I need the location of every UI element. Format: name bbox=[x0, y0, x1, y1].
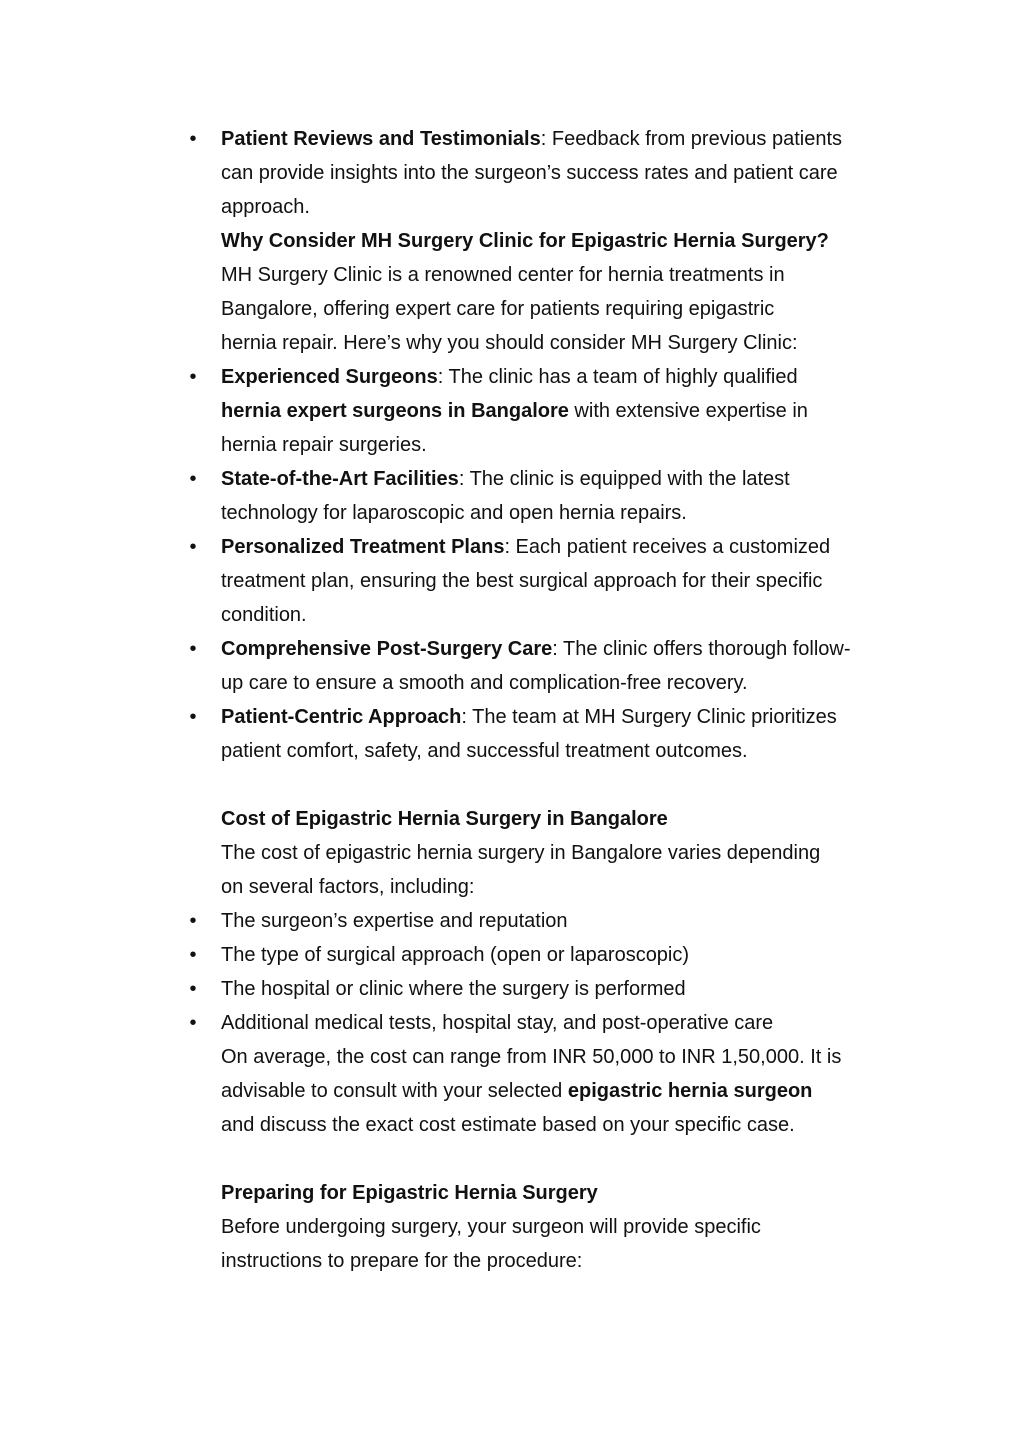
list-item-term: Comprehensive Post-Surgery Care bbox=[221, 638, 553, 660]
list-item bbox=[189, 122, 901, 156]
paragraph-text: advisable to consult with your selected bbox=[221, 1080, 568, 1102]
list-item-text: : The clinic offers thorough follow- bbox=[552, 638, 851, 660]
list-item bbox=[189, 938, 901, 972]
paragraph-line: Bangalore, offering expert care for patients requiring epigastric bbox=[221, 298, 775, 320]
list-item-term: Experienced Surgeons bbox=[221, 366, 438, 388]
list-item-text: : The team at MH Surgery Clinic prioritizes bbox=[461, 706, 837, 728]
list-item-text: : Each patient receives a customized bbox=[504, 536, 831, 558]
section-heading-text: Cost of Epigastric Hernia Surgery in Bangalore bbox=[221, 808, 668, 830]
list-item-continuation: treatment plan, ensuring the best surgical approach for their specific bbox=[221, 570, 823, 592]
paragraph-spacer bbox=[221, 768, 901, 802]
list-item-text: The type of surgical approach (open or laparoscopic) bbox=[221, 944, 690, 966]
list-item-term: State-of-the-Art Facilities bbox=[221, 468, 459, 490]
list-item-term: Patient-Centric Approach bbox=[221, 706, 462, 728]
list-item bbox=[189, 972, 901, 1006]
bullet-marker: • bbox=[189, 128, 197, 150]
section-heading bbox=[221, 1176, 901, 1210]
bullet-marker: • bbox=[189, 944, 197, 966]
bullet-marker: • bbox=[189, 638, 197, 660]
list-item bbox=[189, 360, 901, 394]
list-item-text: with extensive expertise in bbox=[568, 400, 808, 422]
list-item-continuation: patient comfort, safety, and successful treatment outcomes. bbox=[221, 740, 748, 762]
bullet-marker: • bbox=[189, 706, 197, 728]
list-item bbox=[189, 530, 901, 564]
document-body bbox=[189, 122, 901, 1278]
bullet-marker: • bbox=[189, 536, 197, 558]
list-item-continuation: approach. bbox=[221, 196, 310, 218]
paragraph-line: Before undergoing surgery, your surgeon will provide specific bbox=[221, 1216, 761, 1238]
list-item-continuation: condition. bbox=[221, 604, 307, 626]
list-item-text: : Feedback from previous patients bbox=[540, 128, 842, 150]
list-item-continuation bbox=[221, 394, 901, 428]
paragraph-line: On average, the cost can range from INR 50,000 to INR 1,50,000. It is bbox=[221, 1046, 842, 1068]
bullet-marker: • bbox=[189, 366, 197, 388]
list-item-text: The surgeon’s expertise and reputation bbox=[221, 910, 568, 932]
inline-bold-text: hernia expert surgeons in Bangalore bbox=[221, 400, 569, 422]
bullet-marker: • bbox=[189, 468, 197, 490]
list-item-term: Patient Reviews and Testimonials bbox=[221, 128, 541, 150]
list-item bbox=[189, 700, 901, 734]
list-item bbox=[189, 632, 901, 666]
list-item bbox=[189, 1006, 901, 1040]
bullet-marker: • bbox=[189, 910, 197, 932]
list-item-continuation: technology for laparoscopic and open hernia repairs. bbox=[221, 502, 687, 524]
bullet-marker: • bbox=[189, 1012, 197, 1034]
paragraph-line bbox=[221, 1074, 901, 1108]
list-item-text: : The clinic is equipped with the latest bbox=[458, 468, 790, 490]
list-item bbox=[189, 462, 901, 496]
list-item bbox=[189, 904, 901, 938]
paragraph-line: instructions to prepare for the procedure: bbox=[221, 1250, 583, 1272]
list-item-text: : The clinic has a team of highly qualified bbox=[437, 366, 798, 388]
paragraph-line: hernia repair. Here’s why you should consider MH Surgery Clinic: bbox=[221, 332, 798, 354]
list-item-continuation: can provide insights into the surgeon’s success rates and patient care bbox=[221, 162, 838, 184]
paragraph-line: The cost of epigastric hernia surgery in Bangalore varies depending bbox=[221, 842, 821, 864]
list-item-continuation: hernia repair surgeries. bbox=[221, 434, 427, 456]
inline-bold-text: epigastric hernia surgeon bbox=[567, 1080, 813, 1102]
paragraph-line: and discuss the exact cost estimate based on your specific case. bbox=[221, 1114, 795, 1136]
section-heading-text: Preparing for Epigastric Hernia Surgery bbox=[221, 1182, 598, 1204]
list-item-text: Additional medical tests, hospital stay, and post-operative care bbox=[221, 1012, 774, 1034]
section-heading bbox=[221, 224, 901, 258]
paragraph-line: MH Surgery Clinic is a renowned center for hernia treatments in bbox=[221, 264, 785, 286]
paragraph-line: on several factors, including: bbox=[221, 876, 475, 898]
list-item-term: Personalized Treatment Plans bbox=[221, 536, 505, 558]
bullet-marker: • bbox=[189, 978, 197, 1000]
paragraph-spacer bbox=[221, 1142, 901, 1176]
section-heading-text: Why Consider MH Surgery Clinic for Epigastric Hernia Surgery? bbox=[221, 230, 829, 252]
list-item-text: The hospital or clinic where the surgery is performed bbox=[221, 978, 686, 1000]
section-heading bbox=[221, 802, 901, 836]
list-item-continuation: up care to ensure a smooth and complication-free recovery. bbox=[221, 672, 748, 694]
